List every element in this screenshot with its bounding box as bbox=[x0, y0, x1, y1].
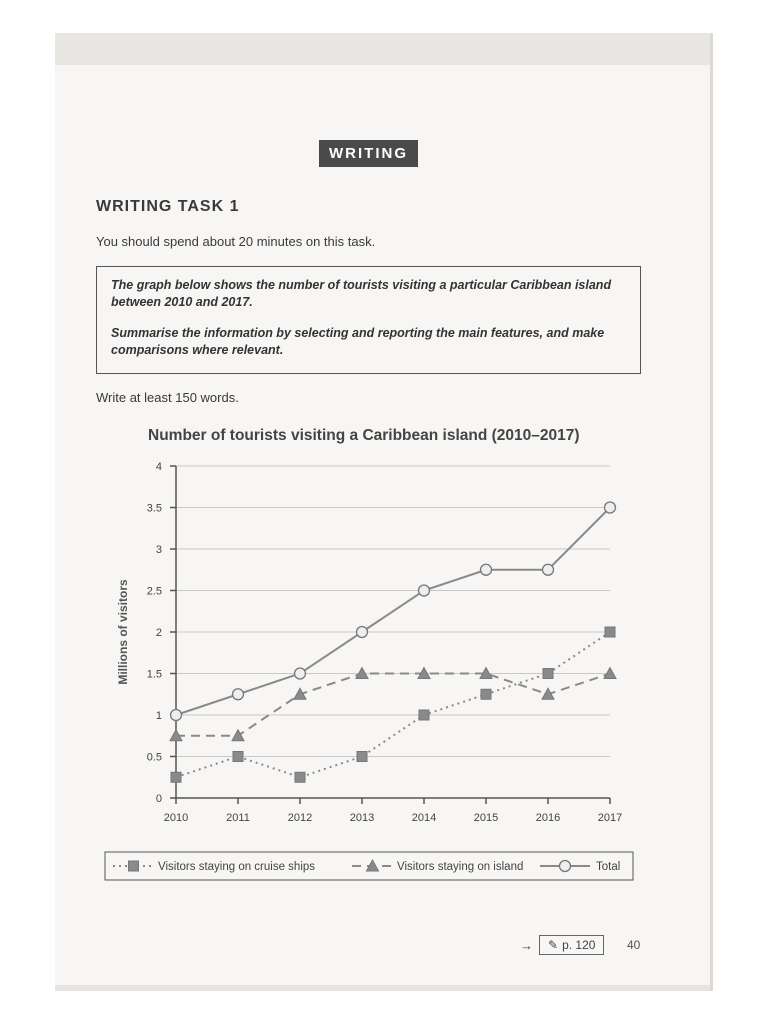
y-tick-label: 1.5 bbox=[146, 668, 162, 681]
data-point-square bbox=[419, 710, 429, 720]
series-line-circle bbox=[176, 508, 610, 716]
y-tick-label: 2 bbox=[155, 627, 162, 639]
time-instruction: You should spend about 20 minutes on this task. bbox=[96, 234, 376, 249]
page-ref-box bbox=[539, 935, 604, 955]
data-point-circle bbox=[419, 585, 430, 596]
legend-marker-square bbox=[129, 861, 139, 871]
legend-label: Visitors staying on cruise ships bbox=[158, 861, 316, 873]
x-tick-label: 2011 bbox=[226, 812, 250, 824]
y-tick-label: 4 bbox=[155, 461, 162, 473]
page-ref-label: p. 120 bbox=[562, 938, 596, 952]
x-tick-label: 2017 bbox=[597, 812, 623, 824]
task-heading: WRITING TASK 1 bbox=[96, 198, 240, 215]
arrow-right-icon: → bbox=[520, 937, 533, 953]
legend-label: Visitors staying on island bbox=[397, 861, 524, 873]
data-point-circle bbox=[605, 502, 616, 513]
data-point-square bbox=[605, 627, 615, 637]
y-tick-label: 0 bbox=[155, 793, 162, 805]
x-tick-label: 2010 bbox=[163, 812, 189, 824]
y-tick-label: 1 bbox=[155, 710, 162, 722]
data-point-circle bbox=[357, 627, 368, 638]
data-point-circle bbox=[233, 689, 244, 700]
x-tick-label: 2016 bbox=[535, 812, 561, 824]
series-line-triangle bbox=[176, 674, 610, 736]
y-tick-label: 2.5 bbox=[146, 585, 162, 598]
pencil-icon: ✎ bbox=[548, 938, 559, 952]
y-tick-label: 0.5 bbox=[146, 751, 162, 764]
data-point-square bbox=[543, 669, 553, 679]
data-point-circle bbox=[171, 710, 182, 721]
y-tick-label: 3.5 bbox=[146, 502, 162, 515]
data-point-square bbox=[295, 772, 305, 782]
page-number: 40 bbox=[627, 938, 641, 952]
y-axis-label: Millions of visitors bbox=[116, 579, 130, 685]
data-point-triangle bbox=[232, 730, 244, 741]
x-tick-label: 2012 bbox=[287, 812, 313, 824]
chart-title: Number of tourists visiting a Caribbean island (2010–2017) bbox=[148, 427, 580, 444]
data-point-square bbox=[481, 689, 491, 699]
page-reference bbox=[520, 935, 604, 955]
word-count-instruction: Write at least 150 words. bbox=[96, 390, 239, 405]
task-prompt-instruction: Summarise the information by selecting and reporting the main features, and make comparisons where relevant. bbox=[111, 326, 605, 357]
data-point-circle bbox=[481, 564, 492, 575]
y-tick-label: 3 bbox=[155, 544, 162, 556]
data-point-circle bbox=[295, 668, 306, 679]
x-tick-label: 2015 bbox=[473, 812, 499, 824]
section-badge: WRITING bbox=[319, 140, 418, 167]
legend-label: Total bbox=[596, 861, 621, 873]
data-point-circle bbox=[543, 564, 554, 575]
data-point-square bbox=[171, 772, 181, 782]
data-point-square bbox=[357, 752, 367, 762]
data-point-square bbox=[233, 752, 243, 762]
x-tick-label: 2013 bbox=[349, 812, 375, 824]
legend-marker-circle bbox=[560, 861, 571, 872]
x-tick-label: 2014 bbox=[411, 812, 437, 824]
task-prompt-description: The graph below shows the number of tourists visiting a particular Caribbean island between 2010 and 2017. bbox=[111, 278, 612, 309]
